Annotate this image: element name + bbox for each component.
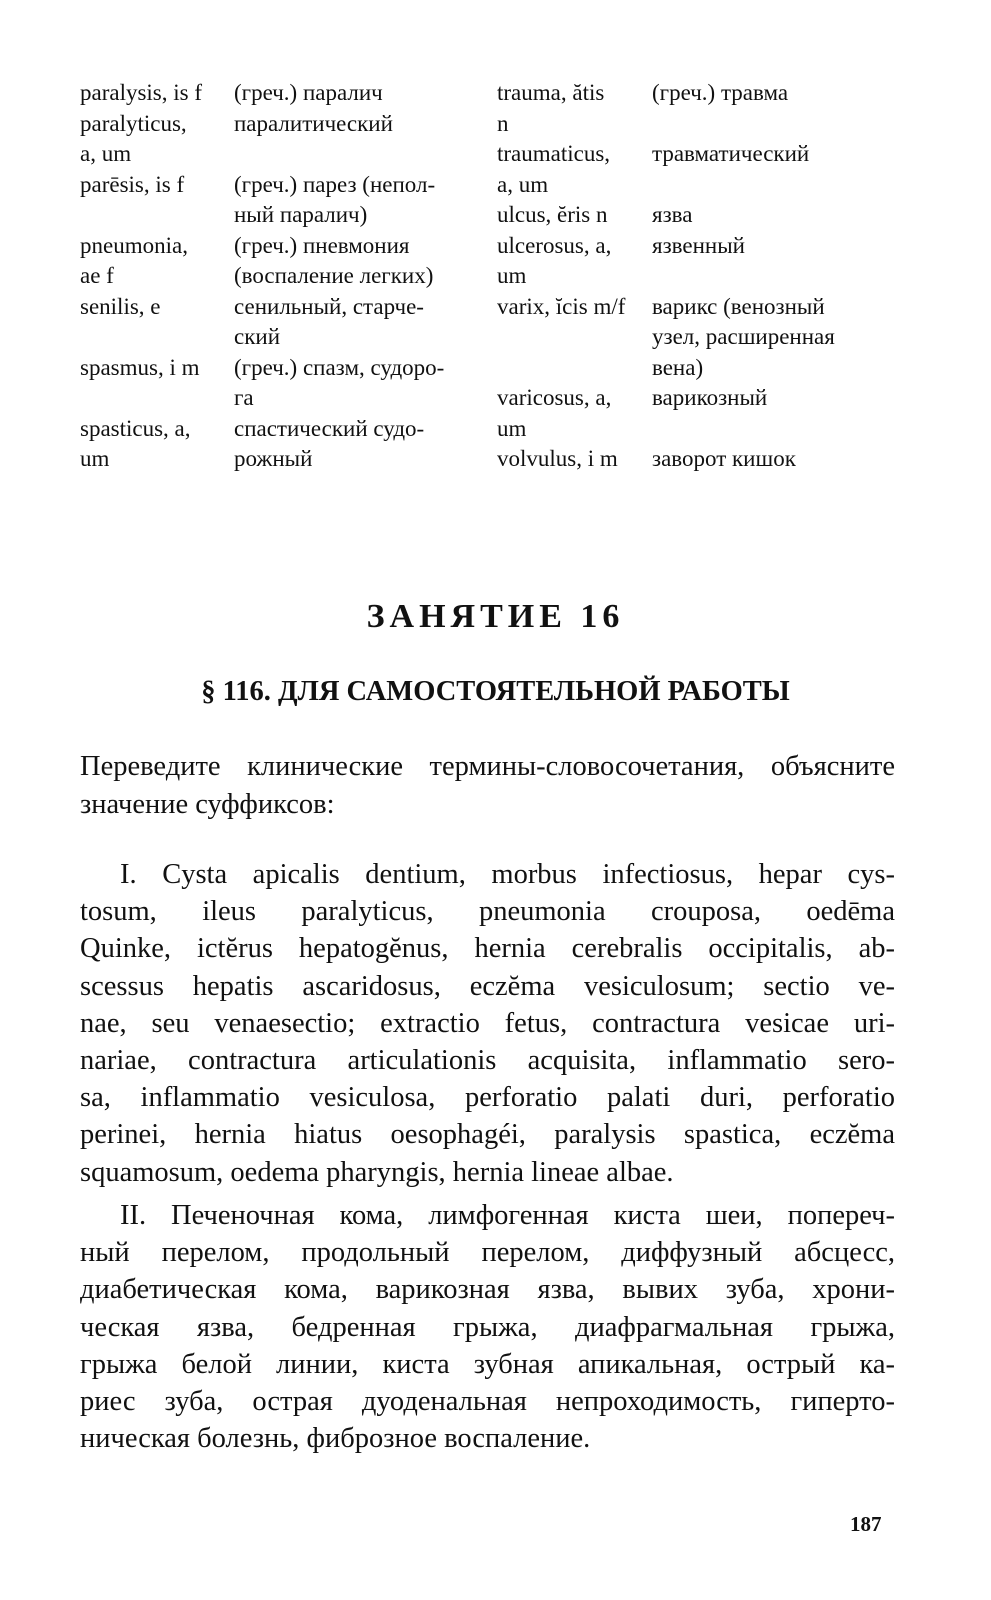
paragraph-line: Quinke, ictĕrus hepatogĕnus, hernia cerebralis occipitalis, ab- (80, 933, 895, 965)
instruction-text: Переведите клинические термины-словосочетания, объясните значение суффиксов: (80, 751, 895, 820)
lesson-title: ЗАНЯТИЕ 16 (366, 598, 625, 635)
section-title: § 116. ДЛЯ САМОСТОЯТЕЛЬНОЙ РАБОТЫ (201, 676, 790, 707)
paragraph-line: squamosum, oedema pharyngis, hernia lineae albae. (80, 1156, 674, 1188)
page-number: 187 (850, 1512, 882, 1536)
glossary-definition: (греч.) парез (непол- ный паралич) (234, 171, 436, 227)
glossary-entry (80, 78, 480, 109)
glossary-definition: заворот кишок (652, 446, 796, 471)
glossary-entry (80, 231, 480, 292)
glossary-entry (80, 414, 480, 475)
glossary-entry (80, 292, 480, 353)
glossary-entry (497, 383, 917, 444)
paragraph-line: tosum, ileus paralyticus, pneumonia crouposa, oedēma (80, 896, 895, 928)
glossary-definition: язва (652, 202, 693, 227)
paragraph-line: диабетическая кома, варикозная язва, вывих зуба, хрони- (80, 1274, 895, 1306)
paragraph-line: scessus hepatis ascaridosus, eczĕma vesiculosum; sectio ve- (80, 970, 895, 1002)
glossary-entry (497, 78, 917, 139)
glossary-entry (80, 170, 480, 231)
glossary-term: volvulus, i m (497, 446, 618, 471)
paragraph-line: sa, inflammatio vesiculosa, perforatio palati duri, perforatio (80, 1082, 895, 1114)
paragraph-line: perinei, hernia hiatus oesophagéi, paralysis spastica, eczĕma (80, 1119, 895, 1151)
glossary-definition: травматический (652, 141, 810, 166)
glossary-entry (80, 353, 480, 414)
glossary-definition: (греч.) спазм, судоро- га (234, 354, 445, 410)
exercise-paragraph-russian (80, 1197, 895, 1457)
paragraph-line: nae, seu venaesectio; extractio fetus, contractura vesicae uri- (80, 1007, 895, 1039)
paragraph-line: II. Печеночная кома, лимфогенная киста шеи, попереч- (120, 1200, 895, 1231)
paragraph-line: риес зуба, острая дуоденальная непроходимость, гиперто- (80, 1385, 895, 1417)
paragraph-line: ный перелом, продольный перелом, диффузный абсцесс, (80, 1237, 895, 1269)
glossary-definition: сенильный, старче- ский (234, 293, 424, 349)
glossary-entry (497, 200, 917, 231)
glossary-definition: язвенный (652, 232, 745, 258)
paragraph-line: ческая язва, бедренная грыжа, диафрагмальная грыжа, (80, 1311, 895, 1343)
paragraph-line: I. Cysta apicalis dentium, morbus infectiosus, hepar cys- (120, 859, 895, 890)
glossary-term: ulcus, ĕris n (497, 202, 608, 227)
glossary-term: pneumonia, ae f (80, 232, 188, 288)
glossary-term: spasticus, a, um (80, 415, 191, 471)
glossary-term: spasmus, i m (80, 354, 200, 380)
glossary-term: varix, ĭcis m/f (497, 293, 626, 319)
glossary-term: senilis, e (80, 293, 161, 319)
glossary-entry (497, 444, 917, 475)
glossary-term: traumaticus, a, um (497, 141, 611, 197)
glossary-right-column (497, 78, 917, 475)
glossary-definition: спастический судо- рожный (234, 415, 425, 471)
paragraph-line: ническая болезнь, фиброзное воспаление. (80, 1423, 591, 1455)
glossary-term: parēsis, is f (80, 171, 185, 197)
glossary-entry (497, 139, 917, 200)
glossary-definition: (греч.) травма (652, 80, 789, 105)
glossary-left-column (80, 78, 480, 475)
glossary-entry (497, 292, 917, 384)
glossary-entry (497, 231, 917, 292)
glossary-definition: варикозный (652, 385, 768, 410)
glossary-definition: (греч.) паралич (234, 80, 383, 105)
glossary-term: varicosus, a, um (497, 385, 612, 441)
glossary-definition: паралитический (234, 110, 393, 136)
glossary-term: trauma, ătis n (497, 80, 605, 136)
exercise-paragraph-latin (80, 856, 895, 1191)
glossary-definition: (греч.) пневмония (воспаление легких) (234, 232, 434, 288)
glossary-definition: варикс (венозный узел, расширенная вена) (652, 293, 835, 380)
paragraph-line: nariae, contractura articulationis acquisita, inflammatio sero- (80, 1044, 895, 1076)
glossary-entry (80, 109, 480, 170)
glossary-term: paralysis, is f (80, 80, 203, 105)
glossary-term: paralyticus, a, um (80, 110, 187, 166)
glossary-term: ulcerosus, a, um (497, 232, 612, 288)
paragraph-line: грыжа белой линии, киста зубная апикальная, острый ка- (80, 1348, 895, 1380)
